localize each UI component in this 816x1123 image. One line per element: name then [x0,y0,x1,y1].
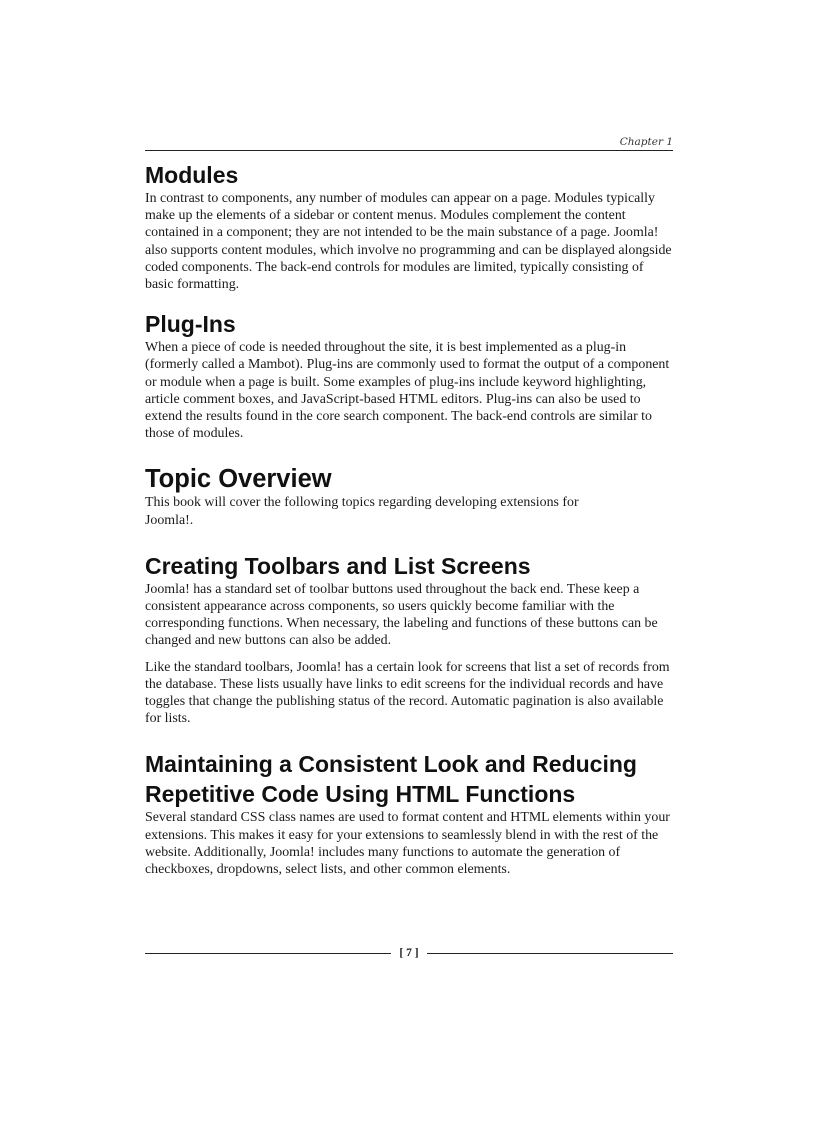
section-title-modules: Modules [145,162,239,188]
chapter-label: Chapter 1 [619,136,673,148]
section-title-html-functions: Maintaining a Consistent Look and Reducing Repetitive Code Using HTML Functions [145,751,637,808]
book-page [145,0,673,1123]
paragraph-modules: In contrast to components, any number of modules can appear on a page. Modules typically make up the elements of a sidebar or content menus. Modules complement the content contained in a component; they are not intended to be the main substance of a page. Joomla! also supports content modules, which involve no programming and can be displayed alongside coded components. The back-end controls for modules are limited, typically consisting of basic formatting. [145,191,672,293]
paragraph-html-functions: Several standard CSS class names are used to format content and HTML elements within your extensions. This makes it easy for your extensions to seamlessly blend in with the rest of the website. Additionally, Joomla! includes many functions to automate the generation of checkboxes, dropdowns, select lists, and other common elements. [145,810,670,878]
footer-rule-left [145,953,391,954]
paragraph-toolbars-1: Joomla! has a standard set of toolbar buttons used throughout the back end. These keep a consistent appearance across components, so users quickly become familiar with the corresponding functions. When necessary, the labeling and functions of these buttons can be changed and new buttons can also be added. [145,581,658,649]
paragraph-toolbars-2: Like the standard toolbars, Joomla! has a certain look for screens that list a set of records from the database. These lists usually have links to edit screens for the individual records and have toggles that change the publishing status of the record. Automatic pagination is also available for lists. [145,659,670,727]
running-header [145,134,673,151]
page-footer [145,944,673,962]
section-title-topic-overview: Topic Overview [145,465,332,494]
paragraph-plugins: When a piece of code is needed throughout the site, it is best implemented as a plug-in (formerly called a Mambot). Plug-ins are commonly used to format the output of a component or module when a page is built. Some examples of plug-ins include keyword highlighting, article comment boxes, and JavaScript-based HTML editors. Plug-ins can also be used to extend the results found in the core search component. The back-end controls are similar to those of modules. [145,340,670,442]
paragraph-topic-overview: This book will cover the following topics regarding developing extensions for Joomla!. [145,495,579,528]
section-title-toolbars: Creating Toolbars and List Screens [145,552,531,579]
page-number: [ 7 ] [399,947,419,959]
page-content [145,160,673,878]
footer-rule-right [427,953,673,954]
section-title-plugins: Plug-Ins [145,311,236,338]
